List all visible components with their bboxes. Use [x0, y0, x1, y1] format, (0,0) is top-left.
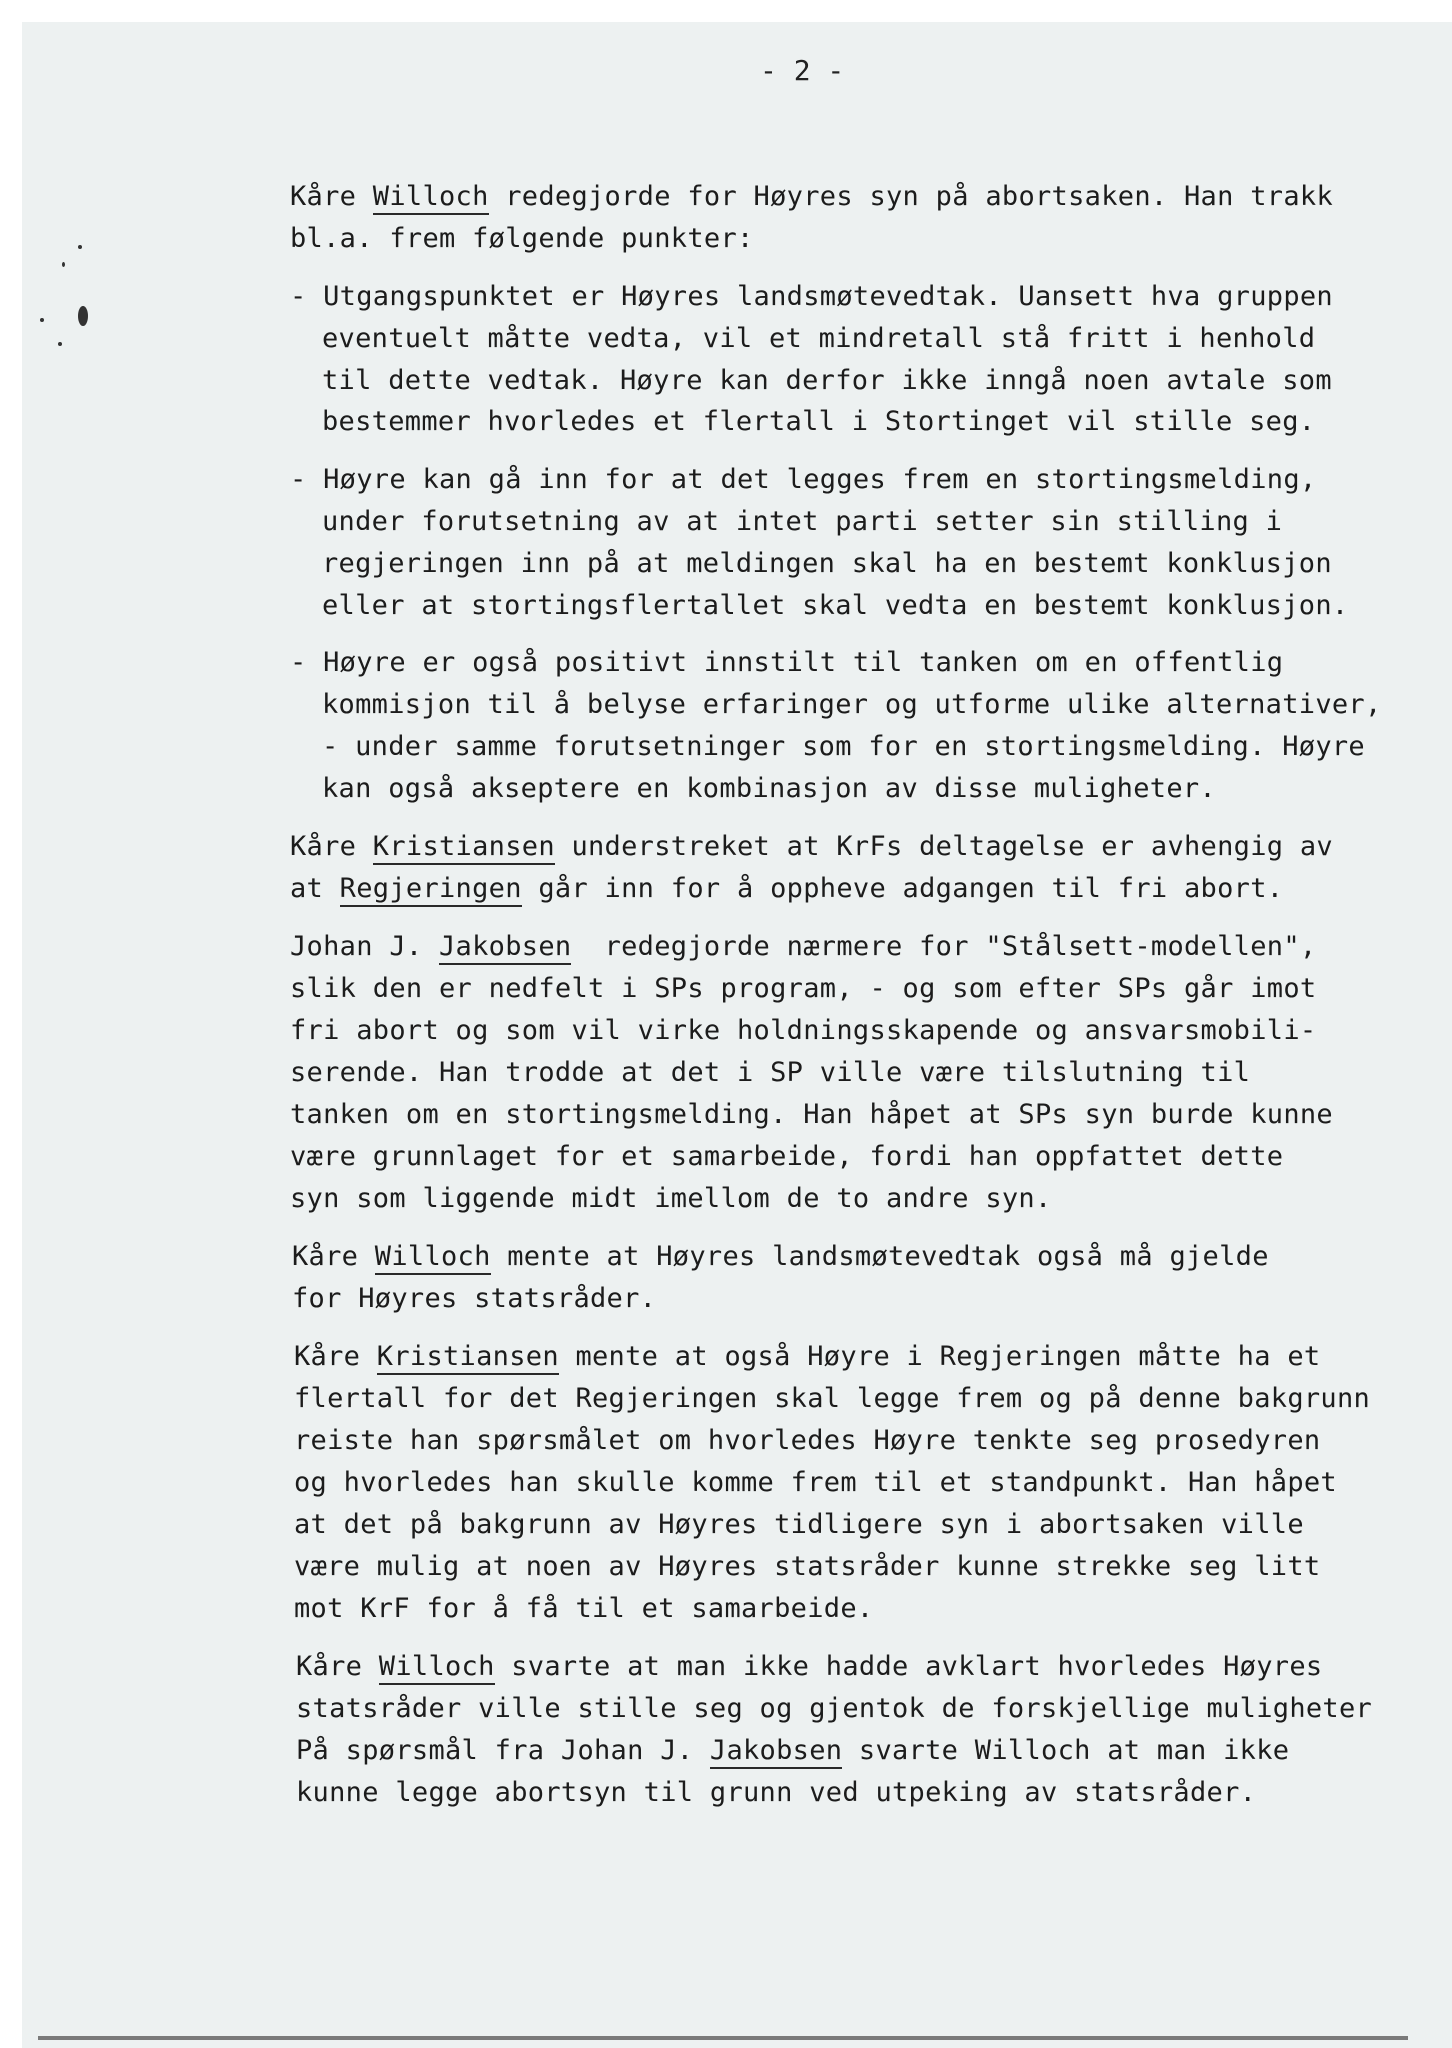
text-line [294, 1466, 1337, 1500]
text-line [290, 463, 1316, 497]
text-run: fri abort og som vil virke holdningsskapende og ansvarsmobili- [290, 1015, 1317, 1046]
text-run: for Høyres statsråder. [292, 1283, 657, 1314]
underlined-name: Jakobsen [710, 1735, 842, 1769]
text-run: serende. Han trodde at det i SP ville være tilslutning til [290, 1057, 1251, 1088]
text-run: reiste han spørsmålet om hvorledes Høyre tenkte seg prosedyren [294, 1425, 1321, 1456]
text-run: Kåre [290, 181, 373, 212]
text-run: flertall for det Regjeringen skal legge frem og på denne bakgrunn [294, 1383, 1371, 1414]
underlined-name: Willoch [375, 1241, 491, 1275]
text-line [294, 1550, 1320, 1584]
text-line [290, 872, 1283, 906]
text-run: - Høyre kan gå inn for at det legges frem en stortingsmelding, [290, 464, 1317, 495]
text-run: Kåre [296, 1651, 379, 1682]
text-run: - under samme forutsetninger som for en stortingsmelding. Høyre [322, 731, 1365, 762]
underlined-name: Kristiansen [377, 1341, 559, 1375]
text-line [290, 930, 1316, 964]
text-run: mente at også Høyre i Regjeringen måtte ha et [558, 1341, 1321, 1372]
text-line [322, 405, 1315, 439]
text-line [322, 730, 1365, 764]
text-run: være grunnlaget for et samarbeide, fordi han oppfattet dette [290, 1141, 1284, 1172]
text-line [296, 1776, 1256, 1810]
text-line [290, 222, 754, 256]
text-line [322, 505, 1282, 539]
text-line [294, 1508, 1304, 1542]
text-run: - Utgangspunktet er Høyres landsmøtevedtak. Uansett hva gruppen [290, 281, 1333, 312]
text-run: kommisjon til å belyse erfaringer og utforme ulike alternativer, [322, 689, 1382, 720]
text-run: eller at stortingsflertallet skal vedta en bestemt konklusjon. [322, 590, 1349, 621]
page-number: - 2 - [760, 54, 845, 87]
text-run: under forutsetning av at intet parti setter sin stilling i [322, 506, 1283, 537]
text-line [290, 830, 1333, 864]
text-line [290, 1014, 1316, 1048]
text-line [294, 1592, 873, 1626]
text-run: svarte at man ikke hadde avklart hvorledes Høyres [494, 1651, 1323, 1682]
underlined-name: Willoch [379, 1651, 495, 1685]
text-line [294, 1424, 1320, 1458]
text-line [290, 1182, 1052, 1216]
underlined-name: Willoch [373, 181, 489, 215]
text-run: at [290, 873, 340, 904]
text-run: regjeringen inn på at meldingen skal ha en bestemt konklusjon [322, 548, 1332, 579]
text-run: - Høyre er også positivt innstilt til tanken om en offentlig [290, 647, 1284, 678]
text-line [294, 1382, 1370, 1416]
text-run: mot KrF for å få til et samarbeide. [294, 1593, 874, 1624]
text-run: tanken om en stortingsmelding. Han håpet at SPs syn burde kunne [290, 1099, 1333, 1130]
text-line [322, 772, 1216, 806]
text-run: redegjorde for Høyres syn på abortsaken. Han trakk [488, 181, 1333, 212]
text-run: Kåre [290, 831, 373, 862]
text-run: bl.a. frem følgende punkter: [290, 223, 754, 254]
underlined-name: Jakobsen [439, 931, 571, 965]
text-line [290, 1098, 1333, 1132]
underlined-name: Kristiansen [373, 831, 555, 865]
text-run: til dette vedtak. Høyre kan derfor ikke inngå noen avtale som [322, 365, 1332, 396]
text-line [292, 1240, 1269, 1274]
text-line [290, 280, 1333, 314]
text-run: syn som liggende midt imellom de to andre syn. [290, 1183, 1052, 1214]
text-line [292, 1282, 656, 1316]
text-line [296, 1692, 1372, 1726]
text-run: være mulig at noen av Høyres statsråder kunne strekke seg litt [294, 1551, 1321, 1582]
text-line [290, 1056, 1250, 1090]
text-run: På spørsmål fra Johan J. [296, 1735, 710, 1766]
text-run: redegjorde nærmere for "Stålsett-modellen", [571, 931, 1317, 962]
text-line [290, 972, 1316, 1006]
text-line [290, 180, 1333, 214]
text-run: understreket at KrFs deltagelse er avhengig av [554, 831, 1333, 862]
text-line [296, 1734, 1289, 1768]
text-run: slik den er nedfelt i SPs program, - og som efter SPs går imot [290, 973, 1317, 1004]
text-run: mente at Høyres landsmøtevedtak også må gjelde [490, 1241, 1269, 1272]
text-line [290, 646, 1283, 680]
text-line [322, 589, 1348, 623]
text-run: bestemmer hvorledes et flertall i Stortinget vil stille seg. [322, 406, 1316, 437]
text-run: eventuelt måtte vedta, vil et mindretall stå fritt i henhold [322, 323, 1316, 354]
text-run: og hvorledes han skulle komme frem til et standpunkt. Han håpet [294, 1467, 1337, 1498]
text-run: at det på bakgrunn av Høyres tidligere syn i abortsaken ville [294, 1509, 1304, 1540]
text-line [294, 1340, 1320, 1374]
text-run: Johan J. [290, 931, 439, 962]
text-run: går inn for å oppheve adgangen til fri abort. [521, 873, 1284, 904]
text-run: kunne legge abortsyn til grunn ved utpeking av statsråder. [296, 1777, 1257, 1808]
text-run: statsråder ville stille seg og gjentok de forskjellige muligheter [296, 1693, 1373, 1724]
text-line [290, 1140, 1283, 1174]
text-run: kan også akseptere en kombinasjon av disse muligheter. [322, 773, 1216, 804]
text-line [296, 1650, 1322, 1684]
underlined-name: Regjeringen [340, 873, 522, 907]
text-run: Kåre [292, 1241, 375, 1272]
text-run: Kåre [294, 1341, 377, 1372]
text-line [322, 322, 1315, 356]
text-line [322, 688, 1382, 722]
bottom-rule [38, 2036, 1408, 2040]
text-run: svarte Willoch at man ikke [842, 1735, 1290, 1766]
text-line [322, 364, 1332, 398]
text-line [322, 547, 1332, 581]
